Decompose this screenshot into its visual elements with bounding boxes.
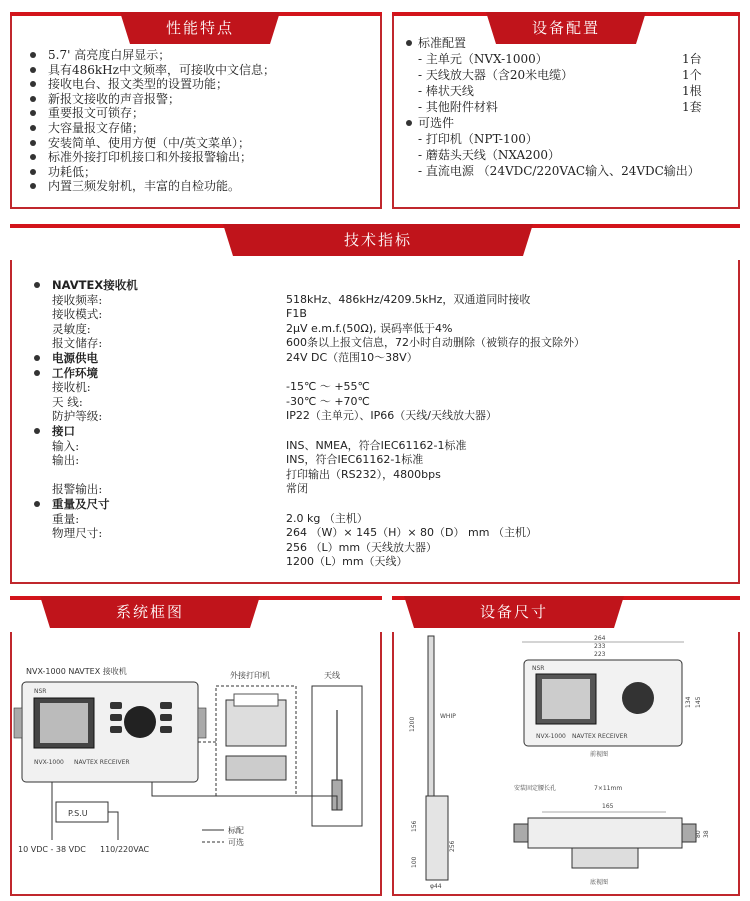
spec-key: 重量及尺寸 — [52, 496, 110, 511]
receiver-bottom — [528, 818, 682, 848]
spec-row — [30, 555, 720, 570]
printer-paper — [234, 694, 278, 706]
spec-table — [30, 278, 720, 570]
spec-value: INS，符合IEC61162-1标准 — [286, 453, 424, 467]
bottom-heatsink — [572, 848, 638, 868]
spec-value: 2μV e.m.f.(50Ω), 误码率低于4% — [286, 321, 453, 335]
bottom-knob-right — [682, 824, 696, 842]
spec-value: 518kHz、486kHz/4209.5kHz，双通道同时接收 — [286, 292, 531, 306]
feature-item: 新报文接收的声音报警； — [28, 92, 275, 107]
dimension-diagram — [394, 632, 738, 894]
front-dial — [622, 682, 654, 714]
spec-group — [30, 424, 720, 439]
spec-key: 报文储存: — [52, 336, 103, 351]
config-item — [404, 83, 724, 99]
spec-row — [30, 322, 720, 337]
key-icon — [110, 702, 122, 709]
config-list — [404, 35, 724, 179]
config-item — [404, 51, 724, 67]
legend-std: 标配 — [228, 826, 244, 835]
config-item-qty: 1个 — [682, 68, 702, 82]
bottom-knob-left — [514, 824, 528, 842]
spec-value: IP22（主单元）、IP66（天线/天线放大器） — [286, 409, 497, 423]
receiver-caption: NAVTEX RECEIVER — [74, 759, 130, 766]
key-icon — [110, 714, 122, 721]
spec-row — [30, 380, 720, 395]
spec-group — [30, 278, 720, 293]
dial-pad — [124, 706, 156, 738]
config-item-name: - 主单元（NVX-1000） — [418, 52, 548, 66]
spec-value: 256 （L）mm（天线放大器） — [286, 540, 438, 554]
antenna-label: 天线 — [324, 671, 340, 680]
config-title: 设备配置 — [496, 12, 636, 44]
antenna-link — [152, 782, 337, 810]
feature-item: 具有486kHz中文频率，可接收中文信息； — [28, 63, 275, 78]
spec-key: 天 线: — [52, 394, 83, 409]
spec-value: -15℃ ～ +55℃ — [286, 380, 370, 394]
features-section — [10, 12, 382, 209]
spec-key: 输出: — [52, 453, 80, 468]
spec-key: 电源供电 — [52, 350, 98, 365]
feature-item: 功耗低； — [28, 165, 275, 180]
spec-row — [30, 453, 720, 468]
unit-label: NVX-1000 NAVTEX 接收机 — [26, 667, 127, 676]
brand-label: NSR — [34, 688, 47, 695]
spec-row — [30, 482, 720, 497]
front-model: NVX-1000 — [536, 733, 566, 740]
dimension-title: 设备尺寸 — [414, 596, 614, 628]
spec-key: 输入: — [52, 438, 80, 453]
spec-key: 工作环境 — [52, 365, 98, 380]
dim-264: 264 — [594, 635, 606, 642]
feature-item: 5.7' 高亮度白屏显示； — [28, 48, 275, 63]
spec-key: NAVTEX接收机 — [52, 278, 138, 292]
config-item — [404, 99, 724, 115]
config-item-name: - 其他附件材料 — [418, 100, 498, 114]
dim-100: 100 — [411, 856, 418, 868]
spec-key: 重量: — [52, 511, 80, 526]
spec-key: 报警输出: — [52, 482, 103, 497]
spec-row — [30, 293, 720, 308]
spec-value: 24V DC（范围10～38V） — [286, 350, 418, 364]
spec-value: 打印输出（RS232），4800bps — [286, 467, 441, 481]
front-display — [542, 679, 590, 719]
slot-label: 安装固定腰长孔 — [514, 785, 557, 792]
feature-list — [28, 48, 275, 194]
whip-antenna — [428, 636, 434, 796]
spec-value: INS、NMEA，符合IEC61162-1标准 — [286, 438, 467, 452]
spec-row — [30, 468, 720, 483]
dim-44: φ44 — [430, 883, 442, 890]
dim-233: 233 — [594, 643, 606, 650]
spec-value: 1200（L）mm（天线） — [286, 555, 408, 569]
dim-256: 256 — [449, 840, 456, 852]
dim-1200: 1200 — [409, 716, 416, 732]
spec-value: 2.0 kg （主机） — [286, 511, 368, 525]
printer-label: 外接打印机 — [230, 671, 270, 680]
screen-display — [40, 703, 88, 743]
system-title: 系统框图 — [50, 596, 250, 628]
feature-item: 接收电台、报文类型的设置功能； — [28, 77, 275, 92]
dim-145: 145 — [695, 696, 702, 708]
spec-value: 常闭 — [286, 482, 308, 496]
ac-label: 110/220VAC — [100, 845, 150, 854]
antenna-amplifier — [426, 796, 448, 880]
optional-config-title: 可选件 — [404, 115, 724, 131]
spec-group — [30, 497, 720, 512]
feature-item: 大容量报文存储； — [28, 121, 275, 136]
spec-value: 600条以上报文信息，72小时自动删除（被锁存的报文除外） — [286, 336, 585, 350]
spec-value: -30℃ ～ +70℃ — [286, 394, 370, 408]
power-supply-unit — [226, 756, 286, 780]
config-item-name: - 棒状天线 — [418, 84, 474, 98]
dim-223: 223 — [594, 651, 606, 658]
config-item-qty: 1根 — [682, 84, 702, 98]
spec-row — [30, 395, 720, 410]
dc-label: 10 VDC - 38 VDC — [18, 845, 86, 854]
spec-value: 264 （W）× 145（H）× 80（D） mm （主机） — [286, 526, 537, 540]
key-icon — [160, 702, 172, 709]
spec-key: 接口 — [52, 423, 75, 438]
feature-item: 标准外接打印机接口和外接报警输出； — [28, 150, 275, 165]
mount-knob-left — [14, 708, 22, 738]
spec-group — [30, 366, 720, 381]
standard-config-title: 标准配置 — [404, 35, 724, 51]
optional-item: - 打印机（NPT-100） — [418, 132, 538, 146]
config-item-name: - 天线放大器（含20米电缆） — [418, 68, 574, 82]
model-caption: NVX-1000 — [34, 759, 64, 766]
ac-line — [108, 812, 118, 840]
spec-group — [30, 351, 720, 366]
feature-item: 重要报文可锁存； — [28, 106, 275, 121]
psu-label: P.S.U — [68, 809, 88, 818]
printer — [226, 700, 286, 746]
spec-row — [30, 512, 720, 527]
spec-row — [30, 541, 720, 556]
key-icon — [160, 726, 172, 733]
spec-row — [30, 307, 720, 322]
config-item-qty: 1套 — [682, 100, 702, 114]
feature-item: 安装简单、使用方便（中/英文菜单）； — [28, 136, 275, 151]
specs-title: 技术指标 — [233, 224, 523, 256]
slot-size: 7×11mm — [594, 785, 623, 792]
dim-80: 80 — [695, 830, 702, 838]
spec-key: 接收模式: — [52, 307, 103, 322]
config-item-qty: 1台 — [682, 52, 702, 66]
spec-row — [30, 409, 720, 424]
dim-134: 134 — [685, 696, 692, 708]
legend-opt: 可选 — [228, 838, 244, 847]
bottom-view-label: 底视图 — [590, 879, 609, 886]
dim-165: 165 — [602, 803, 614, 810]
front-receiver: NAVTEX RECEIVER — [572, 733, 628, 740]
spec-row — [30, 526, 720, 541]
config-item — [404, 67, 724, 83]
spec-key: 灵敏度: — [52, 321, 91, 336]
spec-key: 接收机: — [52, 380, 91, 395]
spec-key: 物理尺寸: — [52, 526, 103, 541]
optional-item: - 蘑菇头天线（NXA200） — [418, 148, 561, 162]
dim-38: 38 — [703, 830, 710, 838]
dim-156: 156 — [411, 820, 418, 832]
spec-key: 防护等级: — [52, 409, 103, 424]
spec-row — [30, 439, 720, 454]
front-brand: NSR — [532, 665, 545, 672]
mount-knob-right — [198, 708, 206, 738]
key-icon — [110, 726, 122, 733]
whip-label: WHIP — [440, 713, 456, 720]
optional-item: - 直流电源 （24VDC/220VAC输入、24VDC输出） — [418, 164, 700, 178]
system-diagram — [12, 660, 380, 894]
spec-value: F1B — [286, 307, 307, 321]
spec-key: 接收频率: — [52, 292, 103, 307]
front-view-label: 前视图 — [590, 751, 609, 758]
feature-item: 内置三频发射机，丰富的自检功能。 — [28, 179, 275, 194]
features-title: 性能特点 — [130, 12, 270, 44]
key-icon — [160, 714, 172, 721]
spec-row — [30, 336, 720, 351]
